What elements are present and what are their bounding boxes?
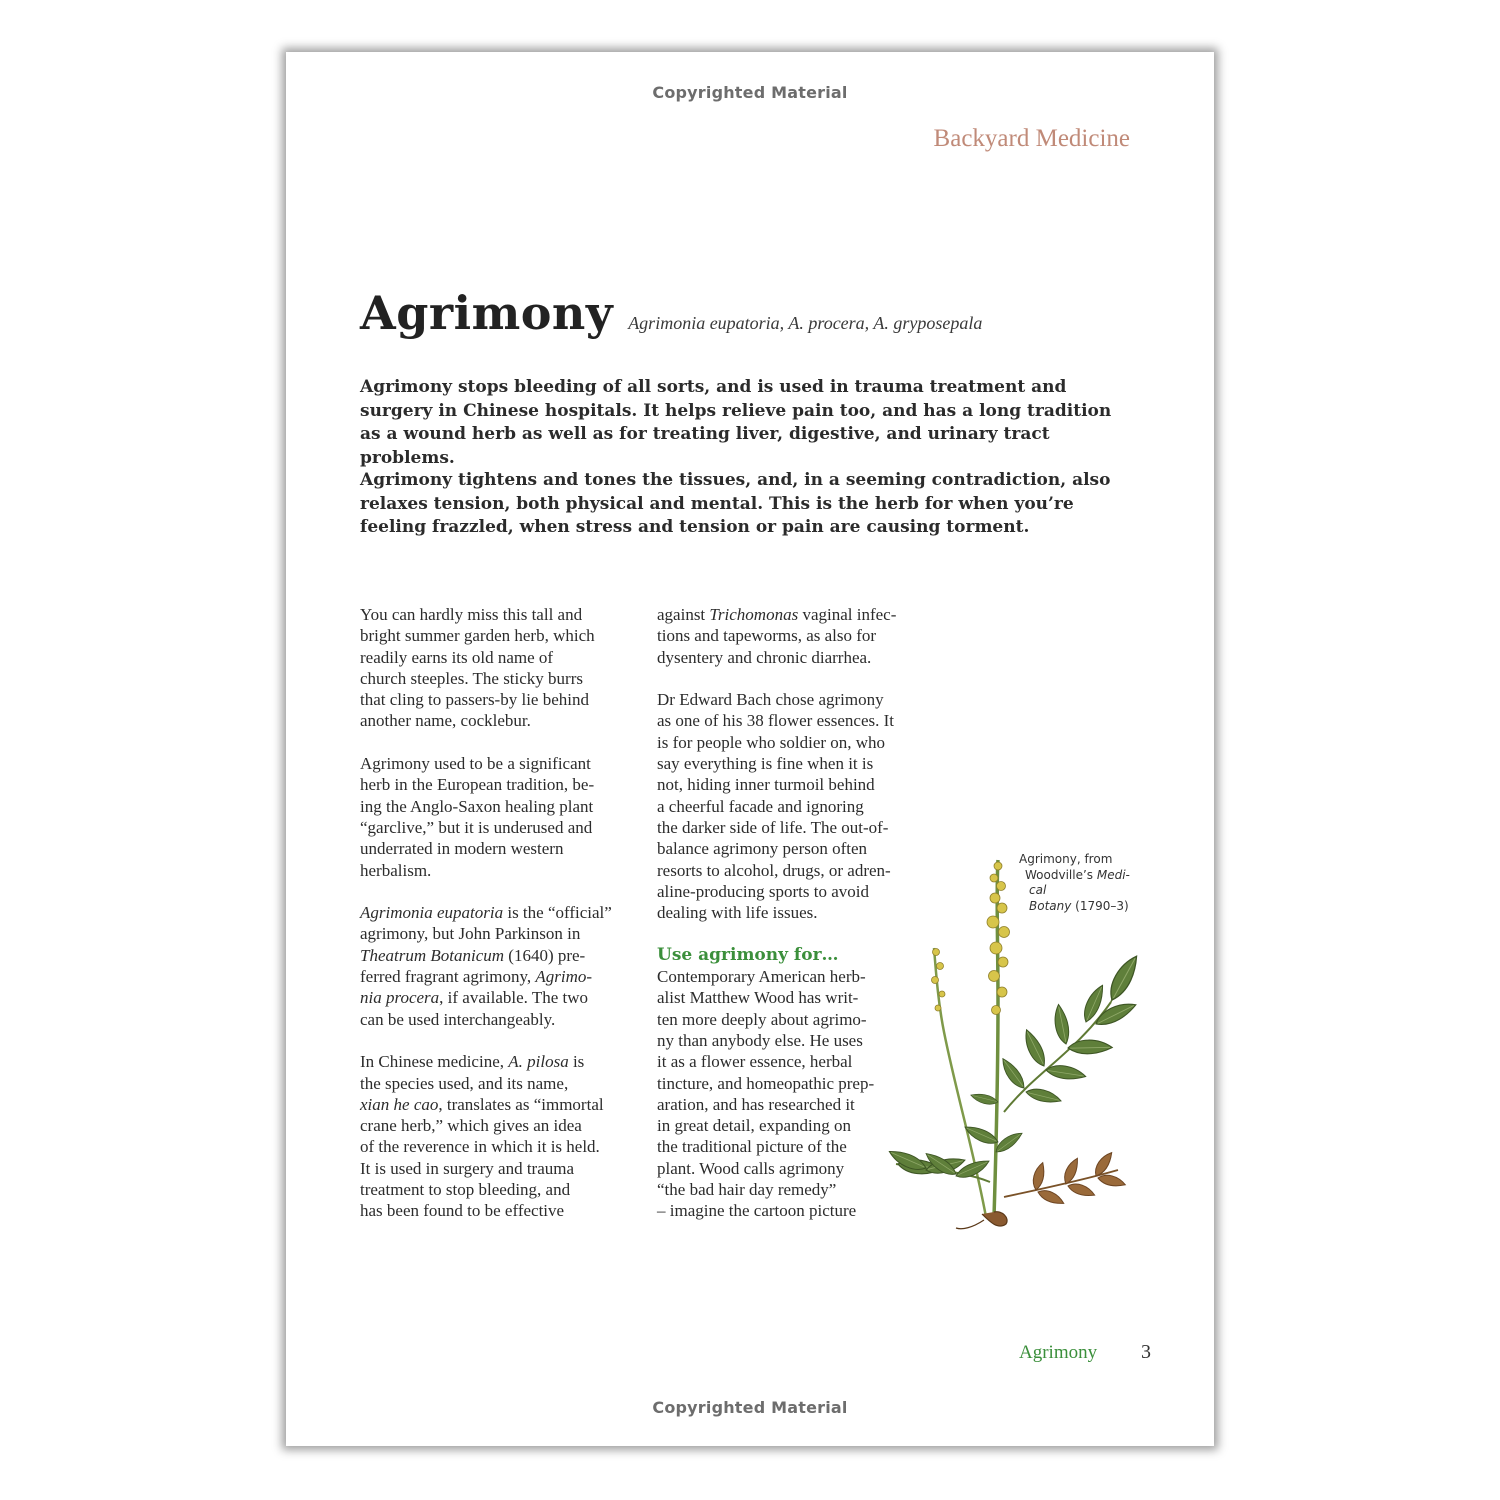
page-number: 3 [1141,1341,1151,1363]
text-line [360,987,640,1008]
text-line: of the reverence in which it is held. [360,1137,600,1157]
text-line: “the bad hair day remedy” [657,1180,837,1200]
text-line: alist Matthew Wood has writ- [657,988,859,1008]
text-line: Contemporary American herb- [657,967,866,987]
text-line [360,902,640,923]
caption-line [1019,868,1130,884]
text-line: Agrimony used to be a significant [360,754,591,774]
text-line: agrimony, but John Parkinson in [360,924,581,944]
text-line: resorts to alcohol, drugs, or adren- [657,860,891,880]
page-title: Agrimony [360,286,614,340]
caption-line [1019,883,1130,899]
italic-term: A. pilosa [508,1052,569,1072]
text-line: the darker side of life. The out-of- [657,817,889,837]
text-line: ing the Anglo-Saxon healing plant [360,796,594,816]
copyright-watermark-bottom: Copyrighted Material [652,1398,848,1417]
text-line: bright summer garden herb, which [360,626,595,646]
text-line: ten more deeply about agrimo- [657,1009,867,1029]
italic-term: Agrimonia eupatoria [360,903,504,923]
body-paragraph [657,604,929,668]
text-line: plant. Wood calls agrimony [657,1158,845,1178]
caption-line: Agrimony, from [1019,852,1113,866]
body-paragraph [360,753,640,881]
text-line: It is used in surgery and trauma [360,1158,575,1178]
text-run: , translates as “immortal [438,1094,604,1114]
italic-term: cal [1029,883,1047,897]
italic-term: Agrimo- [535,967,593,987]
text-line: aline-producing sports to avoid [657,881,869,901]
text-run: is [568,1052,585,1072]
text-run: , if available. The two [439,988,589,1008]
text-line: tincture, and homeopathic prep- [657,1073,875,1093]
latin-names: Agrimonia eupatoria, A. procera, A. gryposepala [628,313,983,333]
book-page [286,52,1214,1446]
text-line: crane herb,” which gives an idea [360,1116,582,1136]
text-line: readily earns its old name of [360,647,554,667]
footer-section-title: Agrimony [1019,1342,1098,1363]
text-line: – imagine the cartoon picture [657,1201,857,1221]
text-line: say everything is fine when it is [657,754,874,774]
text-run: In Chinese medicine, [360,1052,509,1072]
text-line: another name, cocklebur. [360,711,531,731]
body-paragraph [360,604,640,732]
running-head: Backyard Medicine [933,125,1130,152]
text-line: as one of his 38 flower essences. It [657,711,894,731]
body-paragraph [360,902,640,1030]
lead-paragraph: Agrimony tightens and tones the tissues, and, in a seeming contradiction, also relaxes tension, both physical and mental. This is the herb for when you’re feeling frazzled, when stress and tension or pain are causing torment. [360,470,1111,537]
italic-term: Theatrum Botanicum [360,945,505,965]
text-line: herb in the European tradition, be- [360,775,595,795]
title-row [360,286,982,340]
text-line: herbalism. [360,860,432,880]
text-line: dealing with life issues. [657,903,818,923]
text-run: (1790–3) [1071,898,1129,913]
text-line [360,945,640,966]
text-line [360,1051,640,1072]
text-line: balance agrimony person often [657,839,868,859]
text-column-left [360,604,640,1243]
text-line: is for people who soldier on, who [657,732,886,752]
italic-term: nia procera [360,988,440,1008]
italic-term: Botany [1029,898,1072,913]
text-line: tions and tapeworms, as also for [657,626,877,646]
illustration-caption [1019,852,1130,914]
text-line: in great detail, expanding on [657,1116,852,1136]
text-line [360,966,640,987]
text-run: ferred fragrant agrimony, [360,967,536,987]
text-line: aration, and has researched it [657,1094,855,1114]
text-run: vaginal infec- [798,605,897,624]
text-line [360,1094,640,1115]
text-line: ny than anybody else. He uses [657,1030,863,1050]
text-line: the traditional picture of the [657,1137,847,1157]
text-line: treatment to stop bleeding, and [360,1180,571,1200]
italic-term: Medi- [1096,867,1130,882]
text-line: the species used, and its name, [360,1073,569,1093]
text-line: dysentery and chronic diarrhea. [657,647,872,667]
text-line: You can hardly miss this tall and [360,605,583,624]
text-run: (1640) pre- [504,945,586,965]
body-paragraph [360,1051,640,1221]
lead-paragraph: Agrimony stops bleeding of all sorts, and is used in trauma treatment and surgery in Chinese hospitals. It helps relieve pain too, and has a long tradition as a wound herb as well as for treating liver, digestive, and urinary tract problems. [360,377,1112,468]
text-run: Woodville’s [1025,867,1097,882]
text-line: not, hiding inner turmoil behind [657,775,875,795]
text-line: it as a flower essence, herbal [657,1052,853,1072]
text-line: a cheerful facade and ignoring [657,796,864,816]
text-line: Dr Edward Bach chose agrimony [657,690,884,710]
text-run: is the “official” [503,903,612,923]
copyright-watermark-top: Copyrighted Material [652,83,848,102]
section-subheading: Use agrimony for… [657,944,839,965]
text-line [657,604,929,625]
italic-term: Trichomonas [709,605,799,624]
text-line: that cling to passers-by lie behind [360,690,589,710]
italic-term: xian he cao [360,1094,439,1114]
text-line: church steeples. The sticky burrs [360,668,583,688]
text-line: underrated in modern western [360,839,564,859]
text-line: can be used interchangeably. [360,1009,556,1029]
text-line: has been found to be effective [360,1201,565,1221]
caption-line [1019,899,1130,915]
text-line: “garclive,” but it is underused and [360,817,593,837]
text-run: against [657,605,710,624]
